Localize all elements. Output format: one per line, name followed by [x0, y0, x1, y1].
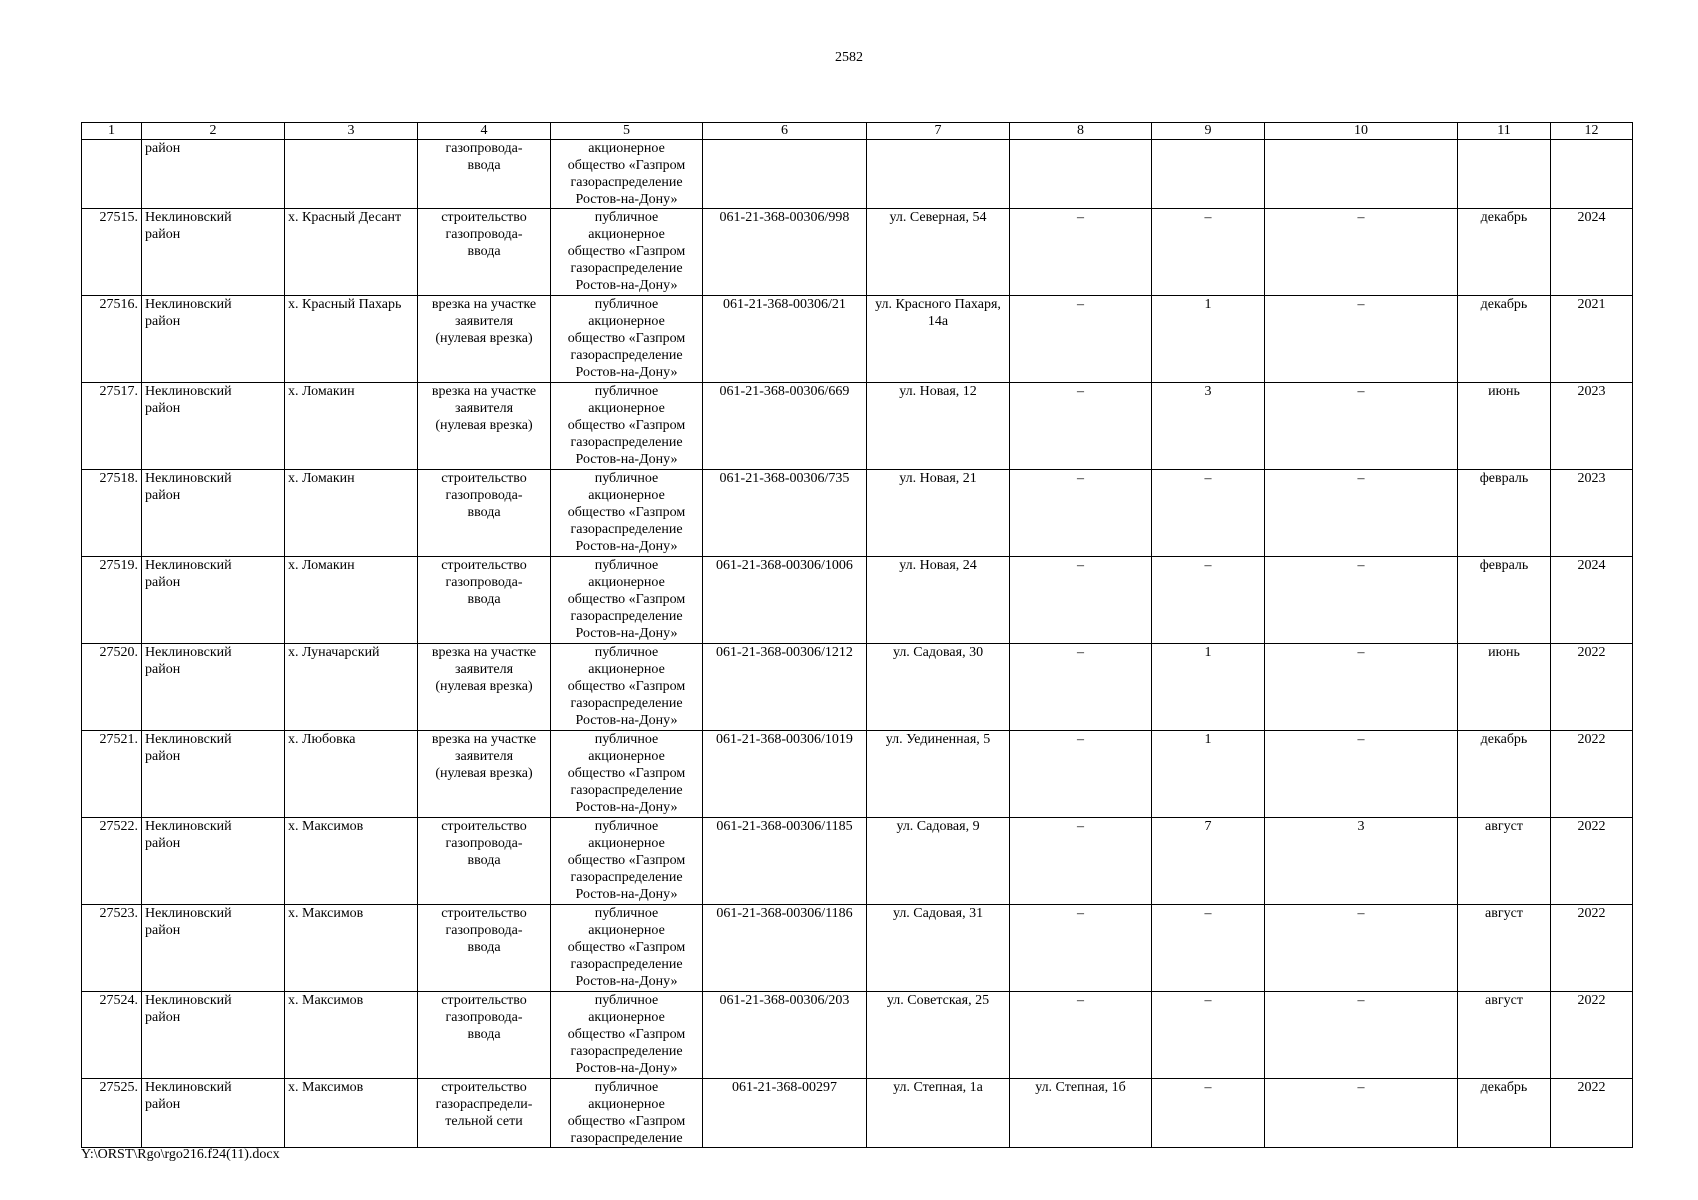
cell-num: 27525. [82, 1079, 142, 1148]
cell-num: 27517. [82, 383, 142, 470]
cell-code: 061-21-368-00306/1185 [703, 818, 867, 905]
cell-district: Неклиновский район [142, 992, 285, 1079]
cell-col9: – [1152, 209, 1265, 296]
column-header: 11 [1458, 123, 1551, 140]
cell-org: публичное акционерное общество «Газпром газораспределение Ростов-на-Дону» [551, 296, 703, 383]
cell-address: ул. Садовая, 9 [867, 818, 1010, 905]
cell-num: 27523. [82, 905, 142, 992]
cell-col9: 7 [1152, 818, 1265, 905]
table-row [82, 644, 1633, 731]
cell-settlement: х. Максимов [285, 1079, 418, 1148]
cell-year: 2022 [1551, 731, 1633, 818]
cell-col8: – [1010, 557, 1152, 644]
cell-district: Неклиновский район [142, 296, 285, 383]
cell-code: 061-21-368-00306/1019 [703, 731, 867, 818]
page-number: 2582 [835, 50, 863, 65]
cell-address: ул. Уединенная, 5 [867, 731, 1010, 818]
cell-num: 27521. [82, 731, 142, 818]
cell-work: строительство газопровода- ввода [418, 905, 551, 992]
cell-org: публичное акционерное общество «Газпром газораспределение Ростов-на-Дону» [551, 731, 703, 818]
cell-district: район [142, 140, 285, 209]
cell-month: август [1458, 992, 1551, 1079]
cell-month: июнь [1458, 644, 1551, 731]
cell-settlement: х. Максимов [285, 905, 418, 992]
cell-col8: – [1010, 818, 1152, 905]
cell-settlement: х. Красный Десант [285, 209, 418, 296]
cell-settlement: х. Ломакин [285, 557, 418, 644]
cell-col9: 1 [1152, 731, 1265, 818]
cell-col10: – [1265, 992, 1458, 1079]
cell-code: 061-21-368-00306/669 [703, 383, 867, 470]
column-header: 4 [418, 123, 551, 140]
cell-col9: 1 [1152, 296, 1265, 383]
cell-col8: – [1010, 383, 1152, 470]
cell-num: 27516. [82, 296, 142, 383]
cell-year: 2022 [1551, 905, 1633, 992]
file-path-footer: Y:\ORST\Rgo\rgo216.f24(11).docx [81, 1147, 280, 1162]
cell-work: строительство газопровода- ввода [418, 818, 551, 905]
cell-org: публичное акционерное общество «Газпром газораспределение Ростов-на-Дону» [551, 992, 703, 1079]
cell-col9: – [1152, 1079, 1265, 1148]
table-row [82, 818, 1633, 905]
cell-col10: – [1265, 296, 1458, 383]
cell-work: строительство газопровода- ввода [418, 209, 551, 296]
cell-district: Неклиновский район [142, 905, 285, 992]
table-row [82, 557, 1633, 644]
cell-settlement: х. Ломакин [285, 383, 418, 470]
cell-work: строительство газопровода- ввода [418, 992, 551, 1079]
cell-col8: – [1010, 644, 1152, 731]
cell-code: 061-21-368-00306/998 [703, 209, 867, 296]
cell-year: 2024 [1551, 557, 1633, 644]
cell-district: Неклиновский район [142, 818, 285, 905]
cell-year: 2022 [1551, 992, 1633, 1079]
table-row [82, 992, 1633, 1079]
cell-col9: – [1152, 557, 1265, 644]
cell-address [867, 140, 1010, 209]
column-header: 7 [867, 123, 1010, 140]
cell-address: ул. Новая, 24 [867, 557, 1010, 644]
cell-district: Неклиновский район [142, 470, 285, 557]
table-row [82, 383, 1633, 470]
column-header: 9 [1152, 123, 1265, 140]
cell-code: 061-21-368-00306/21 [703, 296, 867, 383]
cell-settlement: х. Максимов [285, 818, 418, 905]
cell-num: 27515. [82, 209, 142, 296]
cell-work: газопровода- ввода [418, 140, 551, 209]
table-row [82, 296, 1633, 383]
cell-month: декабрь [1458, 1079, 1551, 1148]
cell-col8: ул. Степная, 1б [1010, 1079, 1152, 1148]
cell-address: ул. Новая, 21 [867, 470, 1010, 557]
cell-year: 2023 [1551, 383, 1633, 470]
cell-num: 27522. [82, 818, 142, 905]
cell-code: 061-21-368-00306/203 [703, 992, 867, 1079]
table-row [82, 731, 1633, 818]
cell-month [1458, 140, 1551, 209]
cell-col10: – [1265, 731, 1458, 818]
cell-work: строительство газопровода- ввода [418, 470, 551, 557]
cell-address: ул. Советская, 25 [867, 992, 1010, 1079]
cell-col9: 3 [1152, 383, 1265, 470]
cell-year: 2021 [1551, 296, 1633, 383]
cell-year: 2022 [1551, 818, 1633, 905]
cell-code [703, 140, 867, 209]
cell-code: 061-21-368-00306/1212 [703, 644, 867, 731]
column-header: 6 [703, 123, 867, 140]
column-header: 10 [1265, 123, 1458, 140]
cell-org: публичное акционерное общество «Газпром газораспределение Ростов-на-Дону» [551, 209, 703, 296]
cell-month: февраль [1458, 557, 1551, 644]
cell-work: врезка на участке заявителя (нулевая врезка) [418, 296, 551, 383]
cell-num [82, 140, 142, 209]
cell-col10: 3 [1265, 818, 1458, 905]
cell-district: Неклиновский район [142, 383, 285, 470]
cell-district: Неклиновский район [142, 557, 285, 644]
cell-month: декабрь [1458, 296, 1551, 383]
cell-col10: – [1265, 557, 1458, 644]
cell-address: ул. Новая, 12 [867, 383, 1010, 470]
cell-settlement: х. Красный Пахарь [285, 296, 418, 383]
cell-code: 061-21-368-00306/1006 [703, 557, 867, 644]
column-number-row [82, 123, 1633, 140]
cell-org: акционерное общество «Газпром газораспределение Ростов-на-Дону» [551, 140, 703, 209]
cell-num: 27518. [82, 470, 142, 557]
table-row [82, 470, 1633, 557]
cell-col8: – [1010, 731, 1152, 818]
cell-month: август [1458, 818, 1551, 905]
cell-col9: – [1152, 992, 1265, 1079]
column-header: 8 [1010, 123, 1152, 140]
cell-col8: – [1010, 905, 1152, 992]
cell-district: Неклиновский район [142, 209, 285, 296]
cell-col10: – [1265, 1079, 1458, 1148]
cell-month: декабрь [1458, 209, 1551, 296]
cell-work: врезка на участке заявителя (нулевая врезка) [418, 383, 551, 470]
cell-year: 2022 [1551, 644, 1633, 731]
cell-district: Неклиновский район [142, 1079, 285, 1148]
cell-month: август [1458, 905, 1551, 992]
cell-col10: – [1265, 383, 1458, 470]
data-table [81, 122, 1633, 1148]
table-row [82, 905, 1633, 992]
cell-code: 061-21-368-00306/1186 [703, 905, 867, 992]
cell-num: 27520. [82, 644, 142, 731]
cell-work: врезка на участке заявителя (нулевая врезка) [418, 731, 551, 818]
cell-year: 2022 [1551, 1079, 1633, 1148]
cell-code: 061-21-368-00297 [703, 1079, 867, 1148]
cell-settlement: х. Максимов [285, 992, 418, 1079]
cell-month: февраль [1458, 470, 1551, 557]
cell-address: ул. Садовая, 30 [867, 644, 1010, 731]
cell-col9: 1 [1152, 644, 1265, 731]
cell-org: публичное акционерное общество «Газпром газораспределение Ростов-на-Дону» [551, 905, 703, 992]
cell-address: ул. Северная, 54 [867, 209, 1010, 296]
cell-org: публичное акционерное общество «Газпром газораспределение Ростов-на-Дону» [551, 644, 703, 731]
continued-row [82, 140, 1633, 209]
cell-col8: – [1010, 992, 1152, 1079]
cell-col8: – [1010, 296, 1152, 383]
cell-settlement: х. Ломакин [285, 470, 418, 557]
cell-col10: – [1265, 644, 1458, 731]
cell-settlement: х. Любовка [285, 731, 418, 818]
cell-num: 27524. [82, 992, 142, 1079]
cell-work: врезка на участке заявителя (нулевая врезка) [418, 644, 551, 731]
cell-org: публичное акционерное общество «Газпром газораспределение [551, 1079, 703, 1148]
cell-org: публичное акционерное общество «Газпром газораспределение Ростов-на-Дону» [551, 383, 703, 470]
column-header: 5 [551, 123, 703, 140]
cell-settlement [285, 140, 418, 209]
cell-col10: – [1265, 209, 1458, 296]
cell-address: ул. Красного Пахаря, 14а [867, 296, 1010, 383]
cell-district: Неклиновский район [142, 731, 285, 818]
cell-col8: – [1010, 209, 1152, 296]
table-row [82, 209, 1633, 296]
column-header: 1 [82, 123, 142, 140]
cell-year: 2023 [1551, 470, 1633, 557]
cell-col10: – [1265, 905, 1458, 992]
cell-work: строительство газопровода- ввода [418, 557, 551, 644]
cell-month: декабрь [1458, 731, 1551, 818]
cell-address: ул. Садовая, 31 [867, 905, 1010, 992]
cell-col9: – [1152, 905, 1265, 992]
table-row [82, 1079, 1633, 1148]
cell-code: 061-21-368-00306/735 [703, 470, 867, 557]
cell-year: 2024 [1551, 209, 1633, 296]
column-header: 3 [285, 123, 418, 140]
cell-num: 27519. [82, 557, 142, 644]
column-header: 12 [1551, 123, 1633, 140]
cell-col10: – [1265, 470, 1458, 557]
column-header: 2 [142, 123, 285, 140]
cell-col9: – [1152, 470, 1265, 557]
cell-address: ул. Степная, 1а [867, 1079, 1010, 1148]
cell-org: публичное акционерное общество «Газпром газораспределение Ростов-на-Дону» [551, 818, 703, 905]
cell-col8 [1010, 140, 1152, 209]
cell-work: строительство газораспредели- тельной сети [418, 1079, 551, 1148]
cell-org: публичное акционерное общество «Газпром газораспределение Ростов-на-Дону» [551, 470, 703, 557]
cell-col9 [1152, 140, 1265, 209]
cell-org: публичное акционерное общество «Газпром газораспределение Ростов-на-Дону» [551, 557, 703, 644]
cell-district: Неклиновский район [142, 644, 285, 731]
cell-settlement: х. Луначарский [285, 644, 418, 731]
cell-year [1551, 140, 1633, 209]
cell-col8: – [1010, 470, 1152, 557]
cell-col10 [1265, 140, 1458, 209]
cell-month: июнь [1458, 383, 1551, 470]
